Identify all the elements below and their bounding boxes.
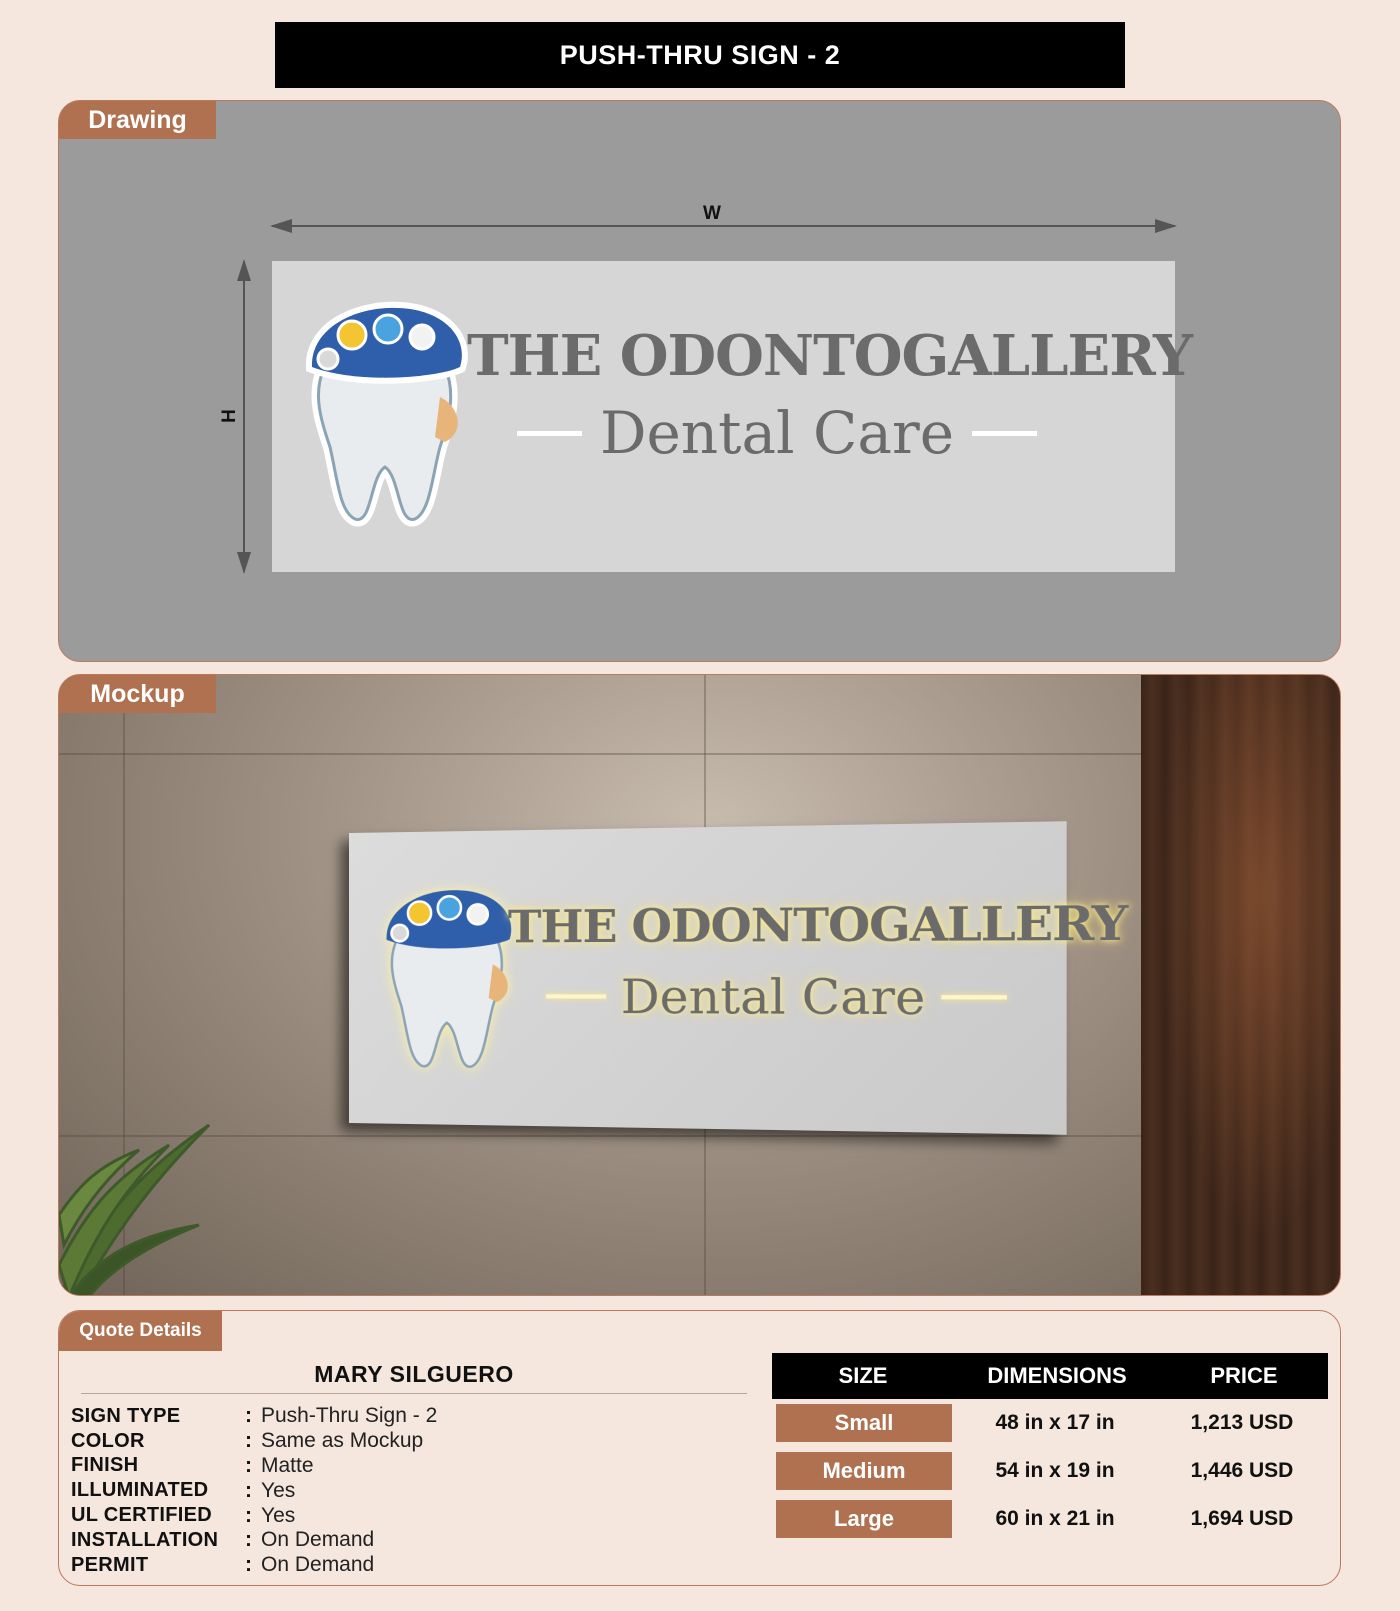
detail-row-installation bbox=[71, 1528, 521, 1553]
height-dimension-arrow bbox=[243, 261, 245, 572]
detail-value: Same as Mockup bbox=[261, 1429, 424, 1453]
detail-row-sign-type bbox=[71, 1404, 521, 1429]
header-price: PRICE bbox=[1210, 1363, 1278, 1388]
tooth-logo-icon bbox=[377, 875, 518, 1079]
table-row bbox=[772, 1447, 1328, 1495]
plant-icon bbox=[59, 1015, 219, 1296]
detail-value: Yes bbox=[261, 1503, 296, 1527]
price-cell: 1,213 USD bbox=[1190, 1411, 1294, 1434]
right-rule bbox=[972, 431, 1037, 436]
sign-subline bbox=[517, 399, 1037, 467]
sign-subline-text: Dental Care bbox=[599, 399, 955, 467]
detail-value: On Demand bbox=[261, 1528, 375, 1552]
mockup-sign bbox=[349, 821, 1128, 1135]
quote-panel bbox=[58, 1310, 1341, 1586]
detail-colon: : bbox=[245, 1404, 252, 1428]
detail-value: Push-Thru Sign - 2 bbox=[261, 1404, 438, 1428]
left-rule bbox=[546, 994, 606, 998]
header-dimensions: DIMENSIONS bbox=[987, 1363, 1127, 1388]
right-rule bbox=[941, 995, 1007, 999]
detail-label: UL CERTIFIED bbox=[71, 1504, 213, 1527]
detail-colon: : bbox=[245, 1453, 252, 1477]
detail-row-permit bbox=[71, 1553, 521, 1578]
dimensions-cell: 60 in x 21 in bbox=[995, 1507, 1115, 1530]
table-row bbox=[772, 1495, 1328, 1543]
price-table bbox=[772, 1353, 1328, 1543]
detail-colon: : bbox=[245, 1528, 252, 1552]
height-label: H bbox=[219, 409, 240, 423]
tooth-logo-icon bbox=[300, 297, 470, 527]
size-option-medium[interactable]: Medium bbox=[776, 1452, 952, 1490]
detail-label: INSTALLATION bbox=[71, 1528, 219, 1551]
detail-value: Matte bbox=[261, 1453, 314, 1477]
wall-seam bbox=[59, 1135, 1141, 1137]
detail-row-color bbox=[71, 1429, 521, 1454]
size-option-small[interactable]: Small bbox=[776, 1404, 952, 1442]
mockup-panel bbox=[58, 674, 1341, 1296]
width-dimension-arrow bbox=[272, 225, 1175, 227]
drawing-panel bbox=[58, 100, 1341, 662]
size-option-large[interactable]: Large bbox=[776, 1500, 952, 1538]
detail-value: Yes bbox=[261, 1478, 296, 1502]
sign-headline: THE ODONTOGALLERY bbox=[467, 323, 1193, 389]
client-name: MARY SILGUERO bbox=[314, 1361, 514, 1387]
detail-label: SIGN TYPE bbox=[71, 1404, 181, 1427]
page-title: PUSH-THRU SIGN - 2 bbox=[275, 22, 1125, 88]
detail-label: COLOR bbox=[71, 1429, 145, 1452]
header-size: SIZE bbox=[838, 1363, 888, 1388]
left-rule bbox=[517, 431, 582, 436]
wood-light bbox=[1141, 675, 1341, 1296]
detail-colon: : bbox=[245, 1429, 252, 1453]
price-cell: 1,446 USD bbox=[1190, 1459, 1294, 1482]
price-cell: 1,694 USD bbox=[1190, 1507, 1294, 1530]
detail-colon: : bbox=[245, 1478, 252, 1502]
detail-row-illuminated bbox=[71, 1478, 521, 1503]
wall-seam bbox=[59, 753, 1141, 755]
detail-value: On Demand bbox=[261, 1553, 375, 1577]
mockup-tag: Mockup bbox=[59, 675, 216, 713]
mockup-subline bbox=[546, 968, 1007, 1026]
quote-tag: Quote Details bbox=[59, 1311, 222, 1351]
drawing-tag: Drawing bbox=[59, 101, 216, 139]
detail-colon: : bbox=[245, 1503, 252, 1527]
table-row bbox=[772, 1399, 1328, 1447]
detail-list bbox=[71, 1404, 521, 1578]
divider bbox=[81, 1393, 747, 1394]
detail-label: PERMIT bbox=[71, 1553, 149, 1576]
width-label: W bbox=[703, 203, 721, 224]
detail-row-finish bbox=[71, 1454, 521, 1479]
detail-row-ul-certified bbox=[71, 1503, 521, 1528]
detail-label: FINISH bbox=[71, 1454, 139, 1477]
mockup-headline: THE ODONTOGALLERY bbox=[507, 896, 1128, 954]
dimensions-cell: 48 in x 17 in bbox=[995, 1411, 1115, 1434]
detail-colon: : bbox=[245, 1553, 252, 1577]
mockup-subline-text: Dental Care bbox=[620, 968, 926, 1026]
table-header bbox=[772, 1353, 1328, 1399]
sign-drawing bbox=[272, 261, 1193, 572]
dimensions-cell: 54 in x 19 in bbox=[995, 1459, 1115, 1482]
detail-label: ILLUMINATED bbox=[71, 1479, 209, 1502]
